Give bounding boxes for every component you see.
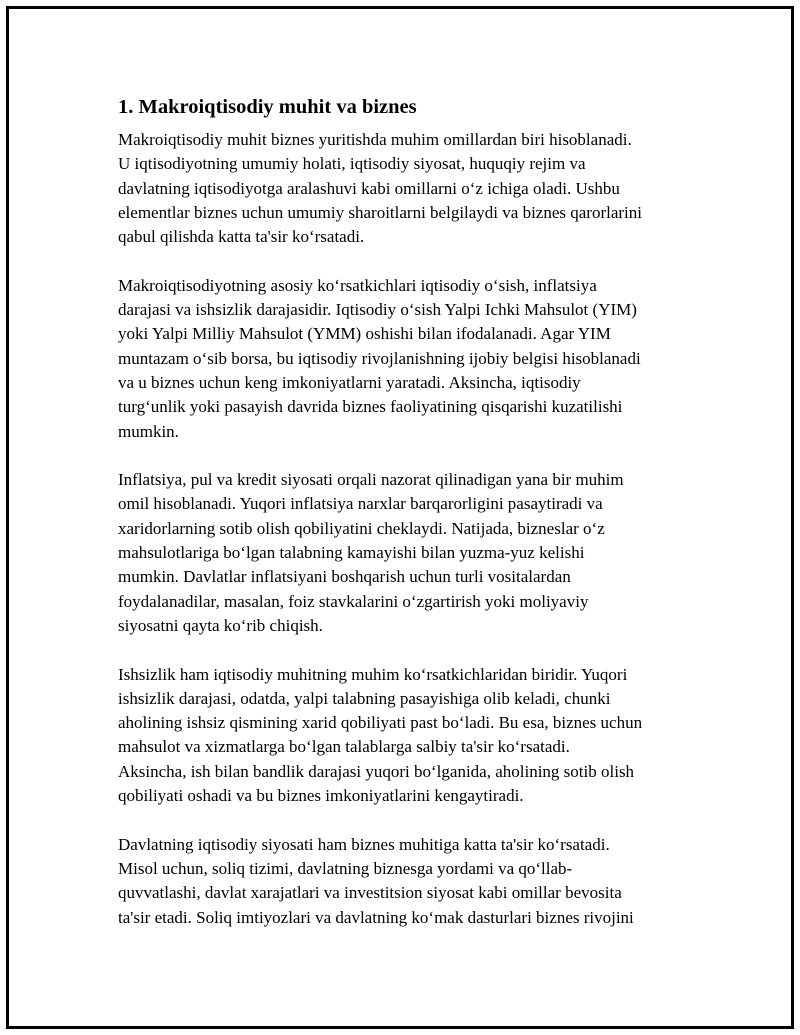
- text-line: va u biznes uchun keng imkoniyatlarni yaratadi. Aksincha, iqtisodiy: [118, 372, 581, 392]
- text-line: siyosatni qayta ko‘rib chiqish.: [118, 615, 323, 635]
- text-line: turg‘unlik yoki pasayish davrida biznes faoliyatining qisqarishi kuzatilishi: [118, 397, 623, 417]
- text-line: mumkin.: [118, 421, 179, 441]
- text-line: ta'sir etadi. Soliq imtiyozlari va davlatning ko‘mak dasturlari biznes rivojini: [118, 907, 634, 927]
- text-line: Makroiqtisodiyotning asosiy ko‘rsatkichlari iqtisodiy o‘sish, inflatsiya: [118, 275, 597, 295]
- text-line: Inflatsiya, pul va kredit siyosati orqali nazorat qilinadigan yana bir muhim: [118, 470, 624, 490]
- section-heading: 1. Makroiqtisodiy muhit va biznes: [118, 96, 417, 118]
- text-line: muntazam o‘sib borsa, bu iqtisodiy rivojlanishning ijobiy belgisi hisoblanadi: [118, 348, 641, 368]
- text-line: Ishsizlik ham iqtisodiy muhitning muhim ko‘rsatkichlaridan biridir. Yuqori: [118, 664, 628, 684]
- text-line: xaridorlarning sotib olish qobiliyatini cheklaydi. Natijada, bizneslar o‘z: [118, 518, 605, 538]
- document-body: [118, 94, 688, 954]
- text-line: Davlatning iqtisodiy siyosati ham biznes muhitiga katta ta'sir ko‘rsatadi.: [118, 834, 610, 854]
- paragraph-3: [118, 468, 688, 638]
- text-line: aholining ishsiz qismining xarid qobiliyati past bo‘ladi. Bu esa, biznes uchun: [118, 713, 643, 733]
- text-line: Misol uchun, soliq tizimi, davlatning biznesga yordami va qo‘llab-: [118, 858, 573, 878]
- text-line: mumkin. Davlatlar inflatsiyani boshqarish uchun turli vositalardan: [118, 567, 571, 587]
- text-line: Makroiqtisodiy muhit biznes yuritishda muhim omillardan biri hisoblanadi.: [118, 130, 632, 149]
- text-line: mahsulotlariga bo‘lgan talabning kamayishi bilan yuzma-yuz kelishi: [118, 543, 585, 563]
- paragraph-4: [118, 663, 688, 809]
- text-line: quvvatlashi, davlat xarajatlari va investitsion siyosat kabi omillar bevosita: [118, 883, 622, 903]
- text-line: qabul qilishda katta ta'sir ko‘rsatadi.: [118, 227, 365, 247]
- text-line: foydalanadilar, masalan, foiz stavkalarini o‘zgartirish yoki moliyaviy: [118, 591, 589, 611]
- text-line: Aksincha, ish bilan bandlik darajasi yuqori bo‘lganida, aholining sotib olish: [118, 761, 635, 781]
- text-line: qobiliyati oshadi va bu biznes imkoniyatlarini kengaytiradi.: [118, 786, 524, 806]
- text-line: mahsulot va xizmatlarga bo‘lgan talablarga salbiy ta'sir ko‘rsatadi.: [118, 737, 570, 757]
- text-line: omil hisoblanadi. Yuqori inflatsiya narxlar barqarorligini pasaytiradi va: [118, 494, 603, 514]
- paragraph-2: [118, 274, 688, 444]
- text-line: davlatning iqtisodiyotga aralashuvi kabi omillarni o‘z ichiga oladi. Ushbu: [118, 178, 620, 198]
- text-line: U iqtisodiyotning umumiy holati, iqtisodiy siyosat, huquqiy rejim va: [118, 154, 586, 174]
- paragraph-5: [118, 833, 688, 930]
- text-line: yoki Yalpi Milliy Mahsulot (YMM) oshishi bilan ifodalanadi. Agar YIM: [118, 324, 611, 344]
- paragraph-1: [118, 128, 688, 249]
- text-line: ishsizlik darajasi, odatda, yalpi talabning pasayishiga olib keladi, chunki: [118, 688, 611, 708]
- text-line: elementlar biznes uchun umumiy sharoitlarni belgilaydi va biznes qarorlarini: [118, 202, 643, 222]
- text-line: darajasi va ishsizlik darajasidir. Iqtisodiy o‘sish Yalpi Ichki Mahsulot (YIM): [118, 300, 637, 320]
